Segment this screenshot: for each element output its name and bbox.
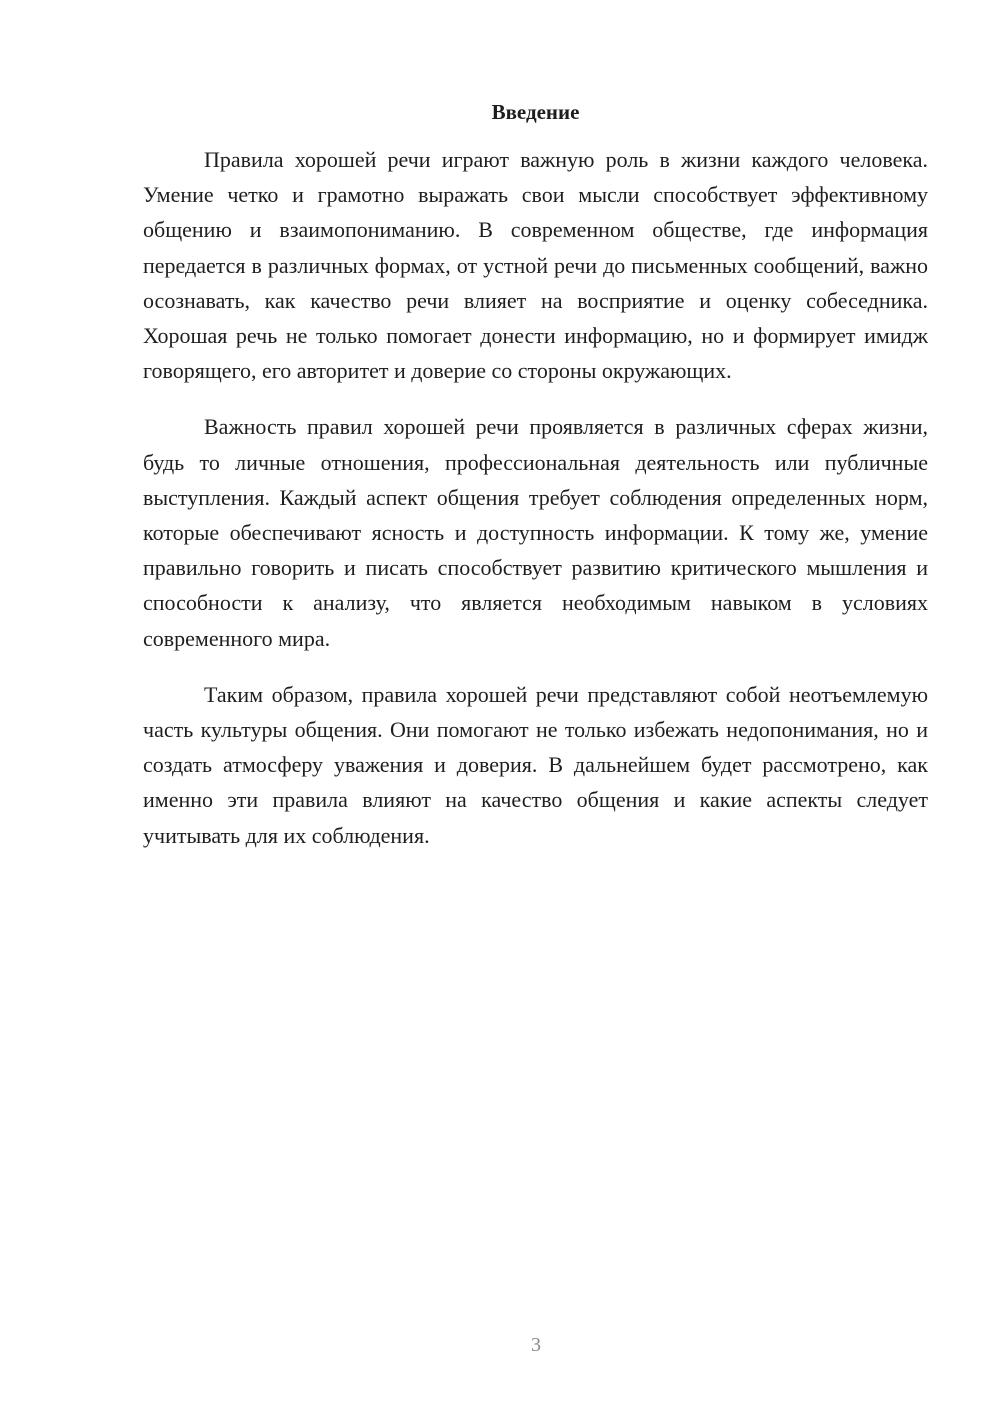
body-text <box>143 142 928 874</box>
section-title: Введение <box>491 100 580 124</box>
page-number: 3 <box>531 1334 541 1356</box>
paragraph-2: Важность правил хорошей речи проявляется в различных сферах жизни, будь то личные отношения, профессиональная деятельность или публичные выступления. Каждый аспект общения требует соблюдения определенных норм, которые обеспечивают ясность и доступность информации. К тому же, умение правильно говорить и писать способствует развитию критического мышления и способности к анализу, что является необходимым навыком в условиях современного мира. <box>143 414 928 651</box>
paragraph-1: Правила хорошей речи играют важную роль в жизни каждого человека. Умение четко и грамотно выражать свои мысли способствует эффективному общению и взаимопониманию. В современном обществе, где информация передается в различных формах, от устной речи до письменных сообщений, важно осознавать, как качество речи влияет на восприятие и оценку собеседника. Хорошая речь не только помогает донести информацию, но и формирует имидж говорящего, его авторитет и доверие со стороны окружающих. <box>143 147 928 384</box>
paragraph-3: Таким образом, правила хорошей речи представляют собой неотъемлемую часть культуры общения. Они помогают не только избежать недопонимания, но и создать атмосферу уважения и доверия. В дальнейшем будет рассмотрено, как именно эти правила влияют на качество общения и какие аспекты следует учитывать для их соблюдения. <box>143 681 928 848</box>
